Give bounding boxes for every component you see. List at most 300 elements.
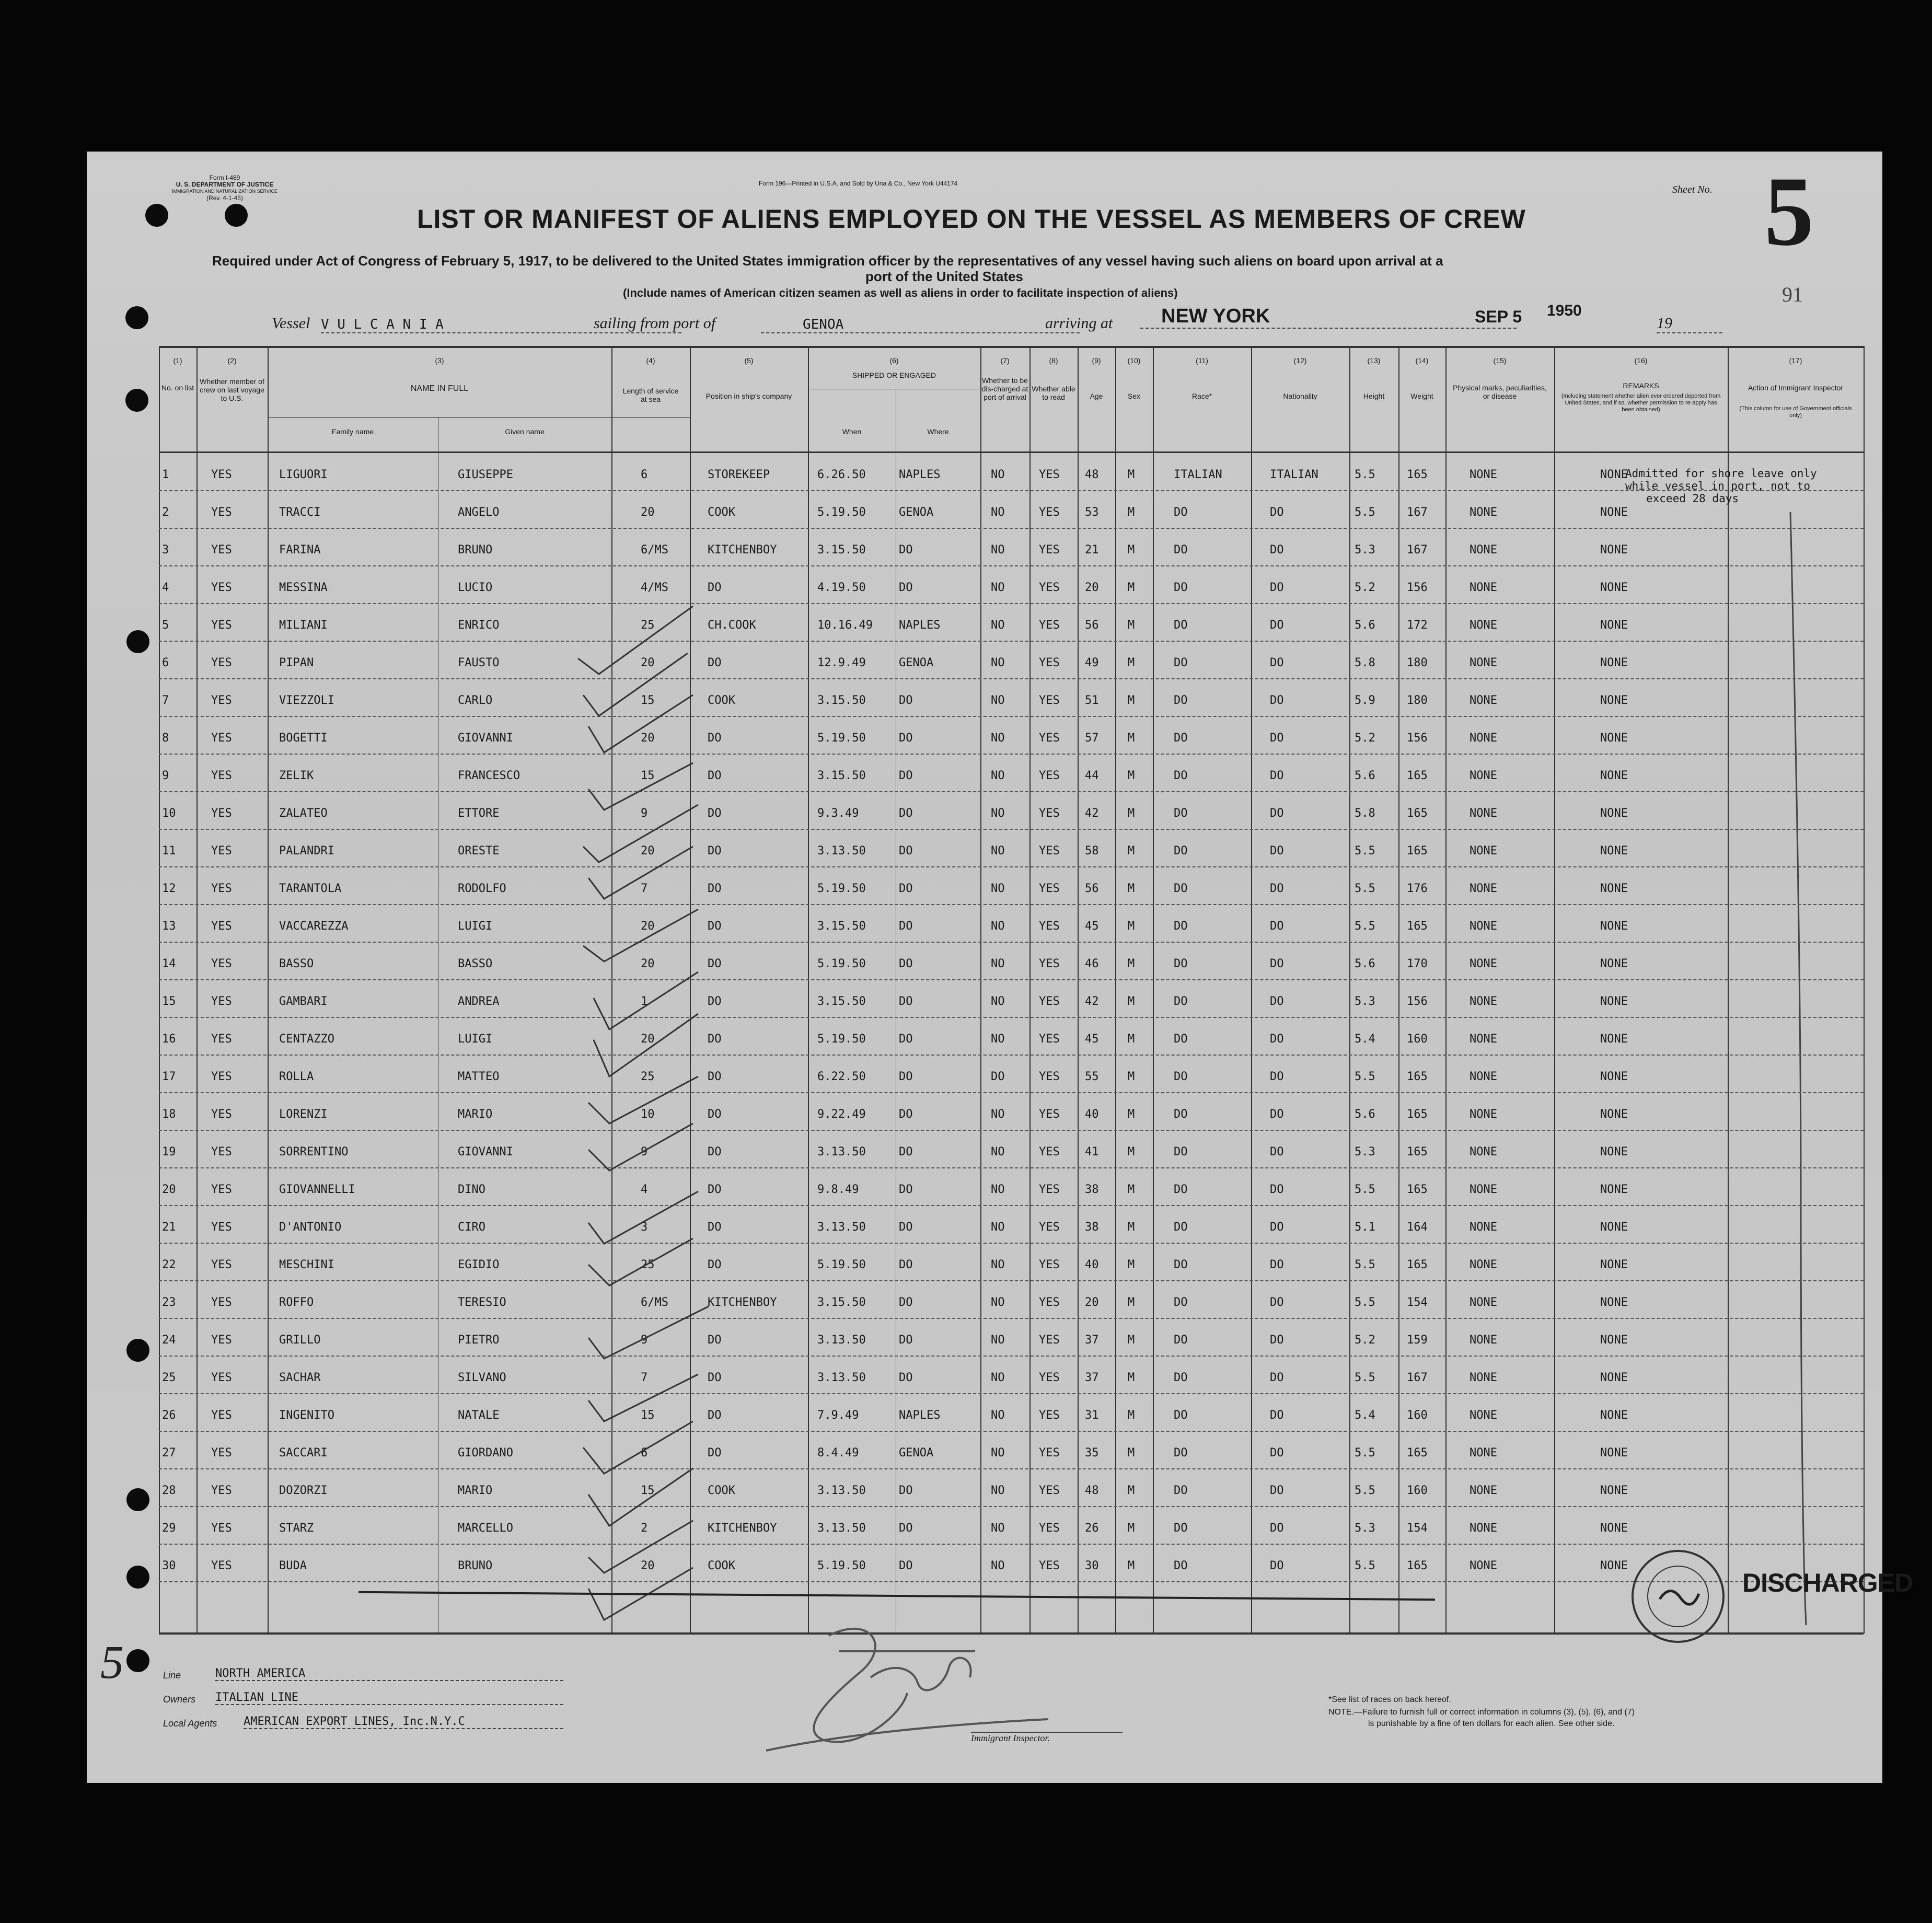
crew-age: 57 [1085, 732, 1099, 745]
crew-read: YES [1039, 1409, 1060, 1422]
crew-weight: 180 [1407, 656, 1428, 669]
table-row [87, 1432, 1882, 1469]
crew-read: YES [1039, 468, 1060, 481]
crew-given-name: MARIO [458, 1484, 493, 1497]
crew-age: 38 [1085, 1183, 1099, 1196]
crew-shipped-when: 5.19.50 [817, 1559, 866, 1572]
table-row [87, 604, 1882, 642]
crew-sex: M [1128, 1258, 1135, 1271]
crew-discharge: NO [991, 807, 1005, 820]
crew-shipped-when: 3.13.50 [817, 1371, 866, 1384]
crew-weight: 165 [1407, 1145, 1428, 1159]
crew-race: DO [1174, 957, 1188, 970]
crew-discharge: NO [991, 1033, 1005, 1046]
crew-race: DO [1174, 882, 1188, 895]
crew-length: 15 [641, 1409, 655, 1422]
crew-family-name: GAMBARI [279, 995, 328, 1008]
service: IMMIGRATION AND NATURALIZATION SERVICE [172, 189, 277, 194]
crew-age: 45 [1085, 920, 1099, 933]
crew-given-name: TERESIO [458, 1296, 506, 1309]
crew-sex: M [1128, 656, 1135, 669]
crew-height: 5.6 [1355, 1108, 1375, 1121]
crew-sex: M [1128, 995, 1135, 1008]
col-num-15: (15) [1493, 356, 1507, 365]
crew-weight: 167 [1407, 506, 1428, 519]
crew-member: YES [211, 1484, 232, 1497]
col-num-6: (6) [889, 356, 899, 365]
crew-discharge: NO [991, 1108, 1005, 1121]
crew-height: 5.3 [1355, 1145, 1375, 1159]
crew-read: YES [1039, 656, 1060, 669]
table-row [87, 1244, 1882, 1281]
crew-age: 48 [1085, 468, 1099, 481]
crew-member: YES [211, 882, 232, 895]
table-row [87, 1093, 1882, 1131]
crew-no: 6 [162, 656, 169, 669]
subtitle-line2: port of the United States [865, 269, 1023, 284]
crew-position: DO [708, 1145, 722, 1159]
crew-member: YES [211, 1108, 232, 1121]
crew-shipped-when: 10.16.49 [817, 619, 873, 632]
crew-length: 3 [641, 1221, 648, 1234]
crew-no: 10 [162, 807, 176, 820]
crew-remarks: NONE [1600, 656, 1628, 669]
arrival-date: SEP 5 [1475, 307, 1522, 326]
crew-marks: NONE [1470, 1183, 1497, 1196]
crew-length: 25 [641, 1070, 655, 1083]
crew-shipped-when: 3.15.50 [817, 769, 866, 782]
table-row [87, 1131, 1882, 1168]
margin-mark: 5 [100, 1637, 124, 1688]
crew-discharge: NO [991, 1522, 1005, 1535]
crew-shipped-when: 5.19.50 [817, 882, 866, 895]
crew-shipped-when: 3.13.50 [817, 1145, 866, 1159]
punch-hole [225, 204, 248, 227]
crew-family-name: BUDA [279, 1559, 307, 1572]
crew-height: 5.4 [1355, 1409, 1375, 1422]
inspector-label: Immigrant Inspector. [971, 1732, 1123, 1744]
col-num-17: (17) [1789, 356, 1802, 365]
crew-discharge: NO [991, 1409, 1005, 1422]
crew-discharge: NO [991, 1258, 1005, 1271]
form-id: Form I-489 [209, 174, 240, 181]
crew-no: 3 [162, 543, 169, 557]
crew-height: 5.5 [1355, 1559, 1375, 1572]
table-row [87, 642, 1882, 679]
crew-shipped-where: DO [899, 1221, 913, 1234]
crew-shipped-where: DO [899, 1183, 913, 1196]
crew-nationality: DO [1270, 1033, 1284, 1046]
crew-sex: M [1128, 1371, 1135, 1384]
crew-no: 4 [162, 581, 169, 594]
crew-family-name: BASSO [279, 957, 314, 970]
crew-shipped-where: DO [899, 1258, 913, 1271]
crew-given-name: LUIGI [458, 1033, 493, 1046]
crew-race: DO [1174, 1108, 1188, 1121]
crew-given-name: GIUSEPPE [458, 468, 513, 481]
crew-nationality: DO [1270, 1108, 1284, 1121]
crew-height: 5.5 [1355, 1070, 1375, 1083]
crew-nationality: DO [1270, 732, 1284, 745]
vessel-name: V U L C A N I A [321, 317, 681, 333]
crew-weight: 167 [1407, 1371, 1428, 1384]
crew-sex: M [1128, 1334, 1135, 1347]
manifest-sheet [87, 152, 1913, 1783]
crew-given-name: ORESTE [458, 844, 500, 858]
header-discharged: Whether to be dis-charged at port of arrival [981, 376, 1028, 401]
crew-length: 9 [641, 1145, 648, 1159]
crew-age: 51 [1085, 694, 1099, 707]
crew-marks: NONE [1470, 732, 1497, 745]
crew-discharge: NO [991, 882, 1005, 895]
crew-nationality: DO [1270, 844, 1284, 858]
crew-family-name: GIOVANNELLI [279, 1183, 355, 1196]
crew-given-name: GIORDANO [458, 1446, 513, 1459]
table-row [87, 792, 1882, 830]
crew-length: 20 [641, 1033, 655, 1046]
crew-weight: 180 [1407, 694, 1428, 707]
crew-age: 40 [1085, 1258, 1099, 1271]
crew-marks: NONE [1470, 1334, 1497, 1347]
crew-race: DO [1174, 1221, 1188, 1234]
crew-no: 19 [162, 1145, 176, 1159]
crew-read: YES [1039, 769, 1060, 782]
crew-position: DO [708, 1183, 722, 1196]
crew-race: DO [1174, 1334, 1188, 1347]
crew-member: YES [211, 1221, 232, 1234]
crew-length: 9 [641, 807, 648, 820]
crew-no: 13 [162, 920, 176, 933]
crew-member: YES [211, 581, 232, 594]
table-row [87, 1206, 1882, 1244]
crew-shipped-when: 3.13.50 [817, 1522, 866, 1535]
crew-race: DO [1174, 1522, 1188, 1535]
crew-remarks: NONE [1600, 1296, 1628, 1309]
crew-sex: M [1128, 1296, 1135, 1309]
crew-marks: NONE [1470, 619, 1497, 632]
col-num-2: (2) [227, 356, 237, 365]
crew-nationality: DO [1270, 1559, 1284, 1572]
crew-marks: NONE [1470, 995, 1497, 1008]
col-num-13: (13) [1367, 356, 1381, 365]
crew-remarks: NONE [1600, 1559, 1628, 1572]
crew-weight: 156 [1407, 581, 1428, 594]
crew-given-name: CARLO [458, 694, 493, 707]
crew-nationality: DO [1270, 1522, 1284, 1535]
crew-family-name: BOGETTI [279, 732, 328, 745]
crew-read: YES [1039, 1371, 1060, 1384]
crew-remarks: NONE [1600, 581, 1628, 594]
crew-weight: 170 [1407, 957, 1428, 970]
crew-nationality: DO [1270, 1145, 1284, 1159]
crew-age: 37 [1085, 1371, 1099, 1384]
header-read: Whether able to read [1032, 385, 1075, 401]
crew-weight: 165 [1407, 1183, 1428, 1196]
crew-race: DO [1174, 920, 1188, 933]
crew-family-name: TARANTOLA [279, 882, 342, 895]
crew-marks: NONE [1470, 807, 1497, 820]
crew-length: 20 [641, 844, 655, 858]
crew-shipped-when: 5.19.50 [817, 1258, 866, 1271]
crew-shipped-where: NAPLES [899, 619, 941, 632]
crew-marks: NONE [1470, 1221, 1497, 1234]
crew-member: YES [211, 1296, 232, 1309]
crew-read: YES [1039, 543, 1060, 557]
crew-given-name: MATTEO [458, 1070, 500, 1083]
crew-nationality: DO [1270, 807, 1284, 820]
crew-discharge: NO [991, 1484, 1005, 1497]
crew-discharge: DO [991, 1070, 1005, 1083]
col-num-12: (12) [1293, 356, 1307, 365]
header-nationality: Nationality [1283, 392, 1317, 400]
crew-sex: M [1128, 619, 1135, 632]
crew-height: 5.5 [1355, 882, 1375, 895]
crew-shipped-when: 3.13.50 [817, 1334, 866, 1347]
crew-shipped-when: 3.15.50 [817, 920, 866, 933]
crew-read: YES [1039, 1183, 1060, 1196]
crew-height: 5.5 [1355, 920, 1375, 933]
crew-shipped-when: 6.26.50 [817, 468, 866, 481]
crew-nationality: DO [1270, 769, 1284, 782]
crew-given-name: LUCIO [458, 581, 493, 594]
crew-no: 29 [162, 1522, 176, 1535]
crew-given-name: GIOVANNI [458, 732, 513, 745]
form-identity [162, 175, 287, 202]
header-shipped: SHIPPED OR ENGAGED [852, 371, 936, 379]
crew-given-name: PIETRO [458, 1334, 500, 1347]
crew-member: YES [211, 1334, 232, 1347]
crew-weight: 160 [1407, 1409, 1428, 1422]
header-no: No. on list [161, 384, 194, 392]
table-row [87, 1018, 1882, 1056]
crew-position: COOK [708, 694, 735, 707]
sailing-label: sailing from port of [594, 315, 716, 332]
crew-position: DO [708, 882, 722, 895]
crew-shipped-when: 9.3.49 [817, 807, 859, 820]
crew-sex: M [1128, 543, 1135, 557]
crew-remarks: NONE [1600, 1484, 1628, 1497]
table-row [87, 905, 1882, 943]
crew-family-name: FARINA [279, 543, 321, 557]
crew-height: 5.9 [1355, 694, 1375, 707]
crew-shipped-where: NAPLES [899, 468, 941, 481]
crew-discharge: NO [991, 1145, 1005, 1159]
crew-shipped-when: 3.15.50 [817, 1296, 866, 1309]
crew-age: 37 [1085, 1334, 1099, 1347]
crew-no: 27 [162, 1446, 176, 1459]
penalty-note: NOTE.—Failure to furnish full or correct information in columns (3), (5), (6), and (7) [1328, 1708, 1635, 1717]
crew-family-name: PIPAN [279, 656, 314, 669]
table-row [87, 1056, 1882, 1093]
crew-length: 7 [641, 1371, 648, 1384]
crew-read: YES [1039, 1559, 1060, 1572]
crew-nationality: DO [1270, 1296, 1284, 1309]
crew-remarks: NONE [1600, 769, 1628, 782]
crew-race: DO [1174, 995, 1188, 1008]
crew-sex: M [1128, 1446, 1135, 1459]
crew-remarks: NONE [1600, 468, 1628, 481]
crew-given-name: DINO [458, 1183, 485, 1196]
crew-position: DO [708, 769, 722, 782]
col-num-5: (5) [744, 356, 754, 365]
crew-discharge: NO [991, 1334, 1005, 1347]
crew-member: YES [211, 844, 232, 858]
crew-marks: NONE [1470, 543, 1497, 557]
crew-age: 45 [1085, 1033, 1099, 1046]
crew-no: 16 [162, 1033, 176, 1046]
crew-height: 5.5 [1355, 1183, 1375, 1196]
crew-age: 31 [1085, 1409, 1099, 1422]
crew-marks: NONE [1470, 1559, 1497, 1572]
crew-member: YES [211, 920, 232, 933]
crew-shipped-where: DO [899, 995, 913, 1008]
crew-member: YES [211, 543, 232, 557]
crew-position: DO [708, 920, 722, 933]
crew-remarks: NONE [1600, 1221, 1628, 1234]
table-row [87, 1394, 1882, 1432]
crew-shipped-where: NAPLES [899, 1409, 941, 1422]
crew-discharge: NO [991, 957, 1005, 970]
punch-hole [126, 1649, 149, 1672]
crew-discharge: NO [991, 1371, 1005, 1384]
crew-race: DO [1174, 581, 1188, 594]
crew-age: 26 [1085, 1522, 1099, 1535]
crew-position: DO [708, 1033, 722, 1046]
crew-height: 5.2 [1355, 1334, 1375, 1347]
crew-weight: 165 [1407, 807, 1428, 820]
crew-member: YES [211, 1258, 232, 1271]
header-position: Position in ship's company [705, 392, 792, 400]
crew-race: DO [1174, 1258, 1188, 1271]
crew-family-name: INGENITO [279, 1409, 334, 1422]
crew-position: DO [708, 581, 722, 594]
crew-read: YES [1039, 1258, 1060, 1271]
crew-read: YES [1039, 732, 1060, 745]
crew-no: 9 [162, 769, 169, 782]
crew-length: 6/MS [641, 1296, 668, 1309]
crew-discharge: NO [991, 1221, 1005, 1234]
sheet-label: Sheet No. [1672, 184, 1713, 195]
crew-member: YES [211, 1522, 232, 1535]
header-where: Where [927, 427, 949, 436]
crew-no: 30 [162, 1559, 176, 1572]
punch-hole [125, 389, 148, 412]
crew-race: DO [1174, 619, 1188, 632]
crew-weight: 160 [1407, 1484, 1428, 1497]
crew-nationality: DO [1270, 1446, 1284, 1459]
crew-no: 20 [162, 1183, 176, 1196]
crew-position: DO [708, 957, 722, 970]
crew-family-name: SORRENTINO [279, 1145, 349, 1159]
crew-length: 20 [641, 1559, 655, 1572]
page-reference: 91 [1782, 283, 1803, 306]
header-member: Whether member of crew on last voyage to U.S. [200, 377, 264, 402]
crew-discharge: NO [991, 694, 1005, 707]
arrival-port: NEW YORK [1140, 305, 1517, 329]
crew-read: YES [1039, 1484, 1060, 1497]
header-marks: Physical marks, peculiarities, or disease [1453, 384, 1547, 400]
crew-given-name: RODOLFO [458, 882, 506, 895]
crew-no: 18 [162, 1108, 176, 1121]
crew-height: 5.5 [1355, 1371, 1375, 1384]
crew-remarks: NONE [1600, 1033, 1628, 1046]
crew-member: YES [211, 995, 232, 1008]
crew-remarks: NONE [1600, 1522, 1628, 1535]
row-30-strikethrough [358, 1591, 1435, 1601]
crew-length: 2 [641, 1522, 648, 1535]
crew-sex: M [1128, 882, 1135, 895]
crew-nationality: DO [1270, 543, 1284, 557]
crew-sex: M [1128, 1409, 1135, 1422]
crew-given-name: SILVANO [458, 1371, 506, 1384]
crew-age: 53 [1085, 506, 1099, 519]
crew-height: 5.4 [1355, 1033, 1375, 1046]
crew-sex: M [1128, 769, 1135, 782]
crew-age: 30 [1085, 1559, 1099, 1572]
crew-shipped-where: DO [899, 1296, 913, 1309]
crew-weight: 156 [1407, 732, 1428, 745]
crew-discharge: NO [991, 732, 1005, 745]
crew-read: YES [1039, 1522, 1060, 1535]
crew-shipped-where: DO [899, 581, 913, 594]
crew-weight: 165 [1407, 1108, 1428, 1121]
agents-label: Local Agents [163, 1718, 217, 1729]
crew-length: 4 [641, 1183, 648, 1196]
col-num-3: (3) [435, 356, 444, 365]
crew-read: YES [1039, 694, 1060, 707]
crew-given-name: ETTORE [458, 807, 500, 820]
crew-position: DO [708, 844, 722, 858]
crew-position: DO [708, 1258, 722, 1271]
crew-marks: NONE [1470, 769, 1497, 782]
crew-discharge: NO [991, 468, 1005, 481]
header-when: When [842, 427, 862, 436]
crew-no: 26 [162, 1409, 176, 1422]
crew-position: DO [708, 732, 722, 745]
crew-family-name: D'ANTONIO [279, 1221, 342, 1234]
crew-given-name: ANGELO [458, 506, 500, 519]
crew-family-name: VIEZZOLI [279, 694, 334, 707]
crew-length: 6 [641, 1446, 648, 1459]
crew-read: YES [1039, 920, 1060, 933]
crew-no: 12 [162, 882, 176, 895]
header-given: Given name [505, 427, 545, 436]
crew-age: 20 [1085, 1296, 1099, 1309]
crew-marks: NONE [1470, 694, 1497, 707]
arrival-year: 1950 [1547, 302, 1582, 319]
crew-read: YES [1039, 1334, 1060, 1347]
crew-race: DO [1174, 1446, 1188, 1459]
crew-nationality: DO [1270, 506, 1284, 519]
crew-position: STOREKEEP [708, 468, 770, 481]
table-row [87, 980, 1882, 1018]
crew-given-name: EGIDIO [458, 1258, 500, 1271]
table-row [87, 1168, 1882, 1206]
crew-given-name: MARIO [458, 1108, 493, 1121]
crew-remarks: NONE [1600, 844, 1628, 858]
owners-label: Owners [163, 1694, 196, 1705]
crew-weight: 165 [1407, 468, 1428, 481]
crew-family-name: LIGUORI [279, 468, 328, 481]
crew-position: DO [708, 807, 722, 820]
races-note: *See list of races on back hereof. [1328, 1695, 1451, 1704]
crew-member: YES [211, 1409, 232, 1422]
crew-discharge: NO [991, 656, 1005, 669]
crew-read: YES [1039, 995, 1060, 1008]
line-label: Line [163, 1670, 181, 1681]
crew-remarks: NONE [1600, 1145, 1628, 1159]
table-row [87, 1357, 1882, 1394]
